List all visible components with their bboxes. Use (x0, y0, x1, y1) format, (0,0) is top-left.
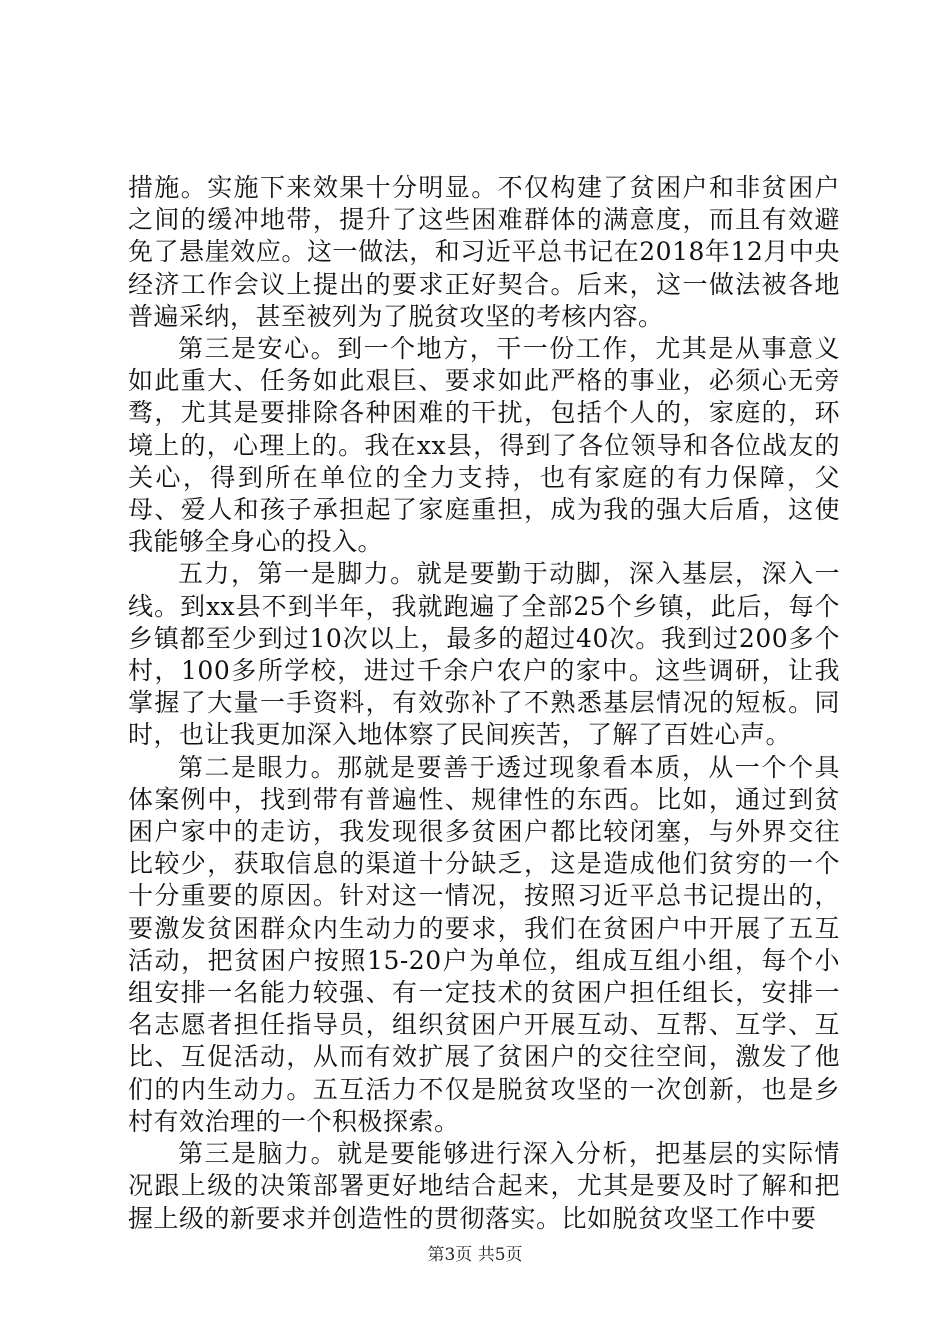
paragraph-eye-power: 第二是眼力。那就是要善于透过现象看本质，从一个个具体案例中，找到带有普遍性、规律性的东西。比如，通过到贫困户家中的走访，我发现很多贫困户都比较闭塞，与外界交往比较少，获取信息的渠道十分缺乏，这是造成他们贫穷的一个十分重要的原因。针对这一情况，按照习近平总书记提出的，要激发贫困群众内生动力的要求，我们在贫困户中开展了五互活动，把贫困户按照15-20户为单位，组成互组小组，每个小组安排一名能力较强、有一定技术的贫困户担任组长，安排一名志愿者担任指导员，组织贫困户开展互动、互帮、互学、互比、互促活动，从而有效扩展了贫困户的交往空间，激发了他们的内生动力。五互活力不仅是脱贫攻坚的一次创新，也是乡村有效治理的一个积极探索。 (128, 752, 840, 1136)
paragraph-peace-of-mind: 第三是安心。到一个地方，干一份工作，尤其是从事意义如此重大、任务如此艰巨、要求如此严格的事业，必须心无旁骛，尤其是要排除各种困难的干扰，包括个人的，家庭的，环境上的，心理上的。我在xx县，得到了各位领导和各位战友的关心，得到所在单位的全力支持，也有家庭的有力保障，父母、爱人和孩子承担起了家庭重担，成为我的强大后盾，这使我能够全身心的投入。 (128, 334, 840, 557)
paragraph-foot-power: 五力，第一是脚力。就是要勤于动脚，深入基层，深入一线。到xx县不到半年，我就跑遍了全部25个乡镇，此后，每个乡镇都至少到过10次以上，最多的超过40次。我到过200多个村，100多所学校，进过千余户农户的家中。这些调研，让我掌握了大量一手资料，有效弥补了不熟悉基层情况的短板。同时，也让我更加深入地体察了民间疾苦，了解了百姓心声。 (128, 559, 840, 750)
paragraph-brain-power: 第三是脑力。就是要能够进行深入分析，把基层的实际情况跟上级的决策部署更好地结合起来，尤其是要及时了解和把握上级的新要求并创造性的贯彻落实。比如脱贫攻坚工作中要 (128, 1139, 840, 1233)
body-text (128, 172, 840, 1235)
page-footer: 第3页 共5页 (427, 1245, 523, 1265)
paragraph-measures-effect: 措施。实施下来效果十分明显。不仅构建了贫困户和非贫困户之间的缓冲地带，提升了这些困难群体的满意度，而且有效避免了悬崖效应。这一做法，和习近平总书记在2018年12月中央经济工作会议上提出的要求正好契合。后来，这一做法被各地普遍采纳，甚至被列为了脱贫攻坚的考核内容。 (128, 173, 840, 331)
